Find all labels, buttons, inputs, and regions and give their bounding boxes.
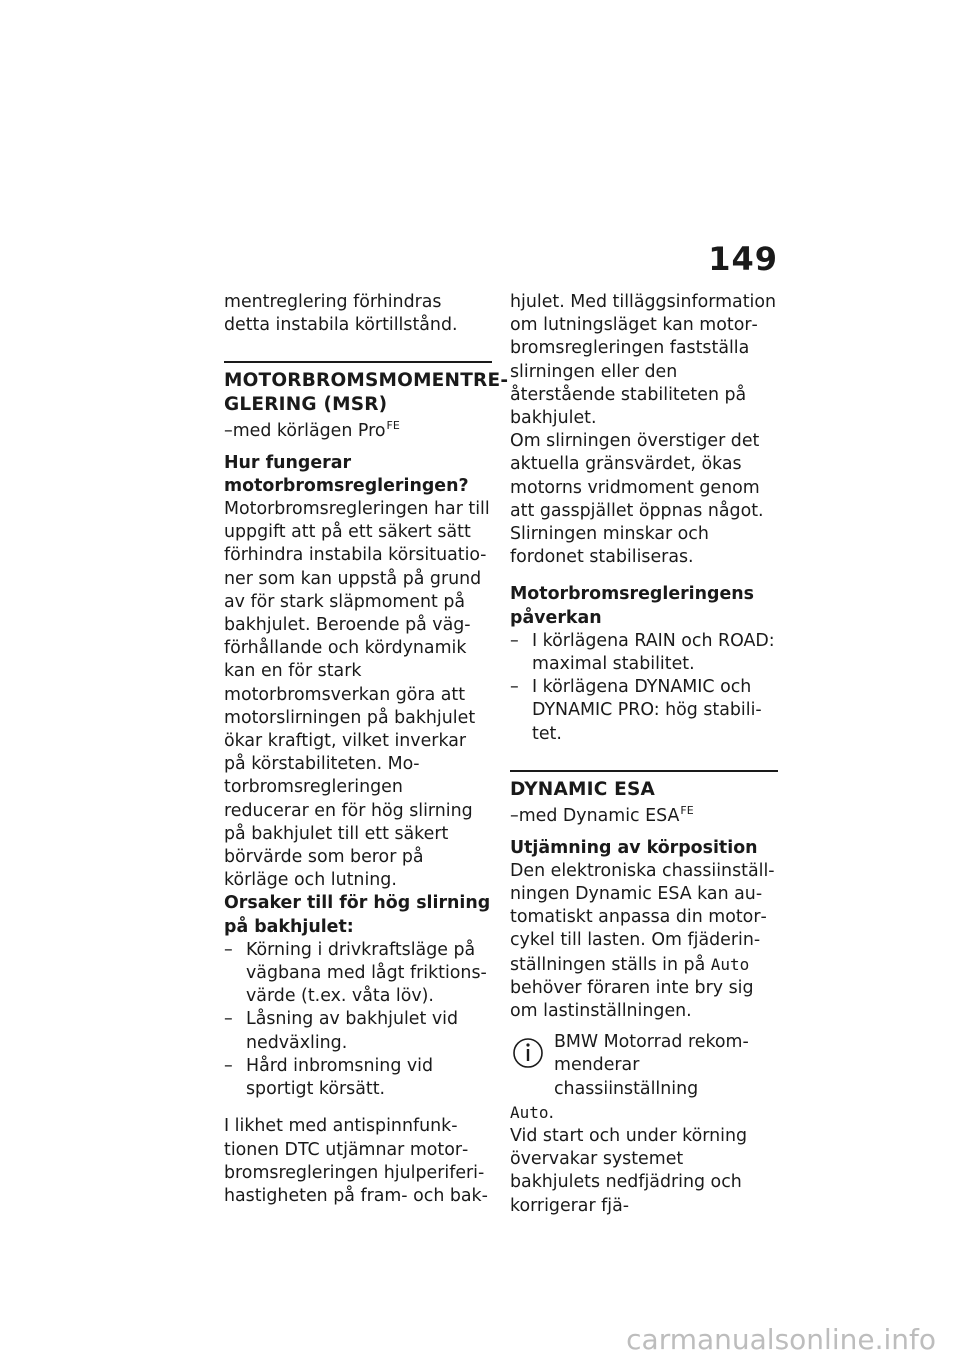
closing-text: I likhet med antispinnfunktionen DTC utjämnar motorbromsregleringen hjulperiferihastigheten på fram- och bak- [224, 1116, 488, 1206]
slip-text: Om slirningen överstiger det aktuella gränsvärdet, ökas motorns vridmoment genom att gasspjället öppnas något. Slirningen minskar och fordonet stabiliseras. [510, 431, 764, 568]
level-heading: Utjämning av körposition [510, 837, 758, 858]
requirement-sup: FE [386, 419, 400, 433]
esa-requirement-line [510, 805, 778, 828]
auto-setting-value: Auto [710, 954, 750, 974]
causes-list [224, 939, 492, 1101]
page-number: 149 [708, 240, 778, 278]
causes-heading: Orsaker till för hög slirning på bakhjulet: [224, 893, 491, 937]
esa-requirement-text: –med Dynamic ESA [510, 806, 680, 827]
requirement-text: –med körlägen Pro [224, 421, 386, 442]
list-item: – Låsning av bakhjulet vid nedväxling. [224, 1008, 492, 1054]
level-body-part: behöver föraren inte bry sig om lastinställningen. [510, 977, 754, 1021]
left-column [224, 291, 508, 1208]
note-end: . [548, 1102, 555, 1123]
section-divider [224, 361, 492, 363]
esa-requirement-sup: FE [680, 804, 694, 818]
list-item: – Hård inbromsning vid sportigt körsätt. [224, 1055, 492, 1101]
how-body: Motorbromsregleringen har till uppgift att på ett säkert sätt förhindra instabila körsituationer som kan uppstå på grund av för stark släpmoment på bakhjulet. Beroende på vägförhållande och kördynamik kan en för stark motorbromsverkan göra att motorslirningen på bakhjulet ökar kraftigt, vilket inverkar på körstabiliteten. Motorbromsregleringen reducerar en för hög slirning på bakhjulet till ett säkert börvärde som beror på körläge och lutning. [224, 499, 490, 891]
list-item: – I körlägena RAIN och ROAD: maximal stabilitet. [510, 630, 778, 676]
level-body [510, 860, 778, 1023]
list-item: – Körning i drivkraftsläge på vägbana med lågt friktionsvärde (t.ex. våta löv). [224, 939, 492, 1009]
note-auto-value: Auto [510, 1102, 549, 1122]
final-text: Vid start och under körning övervakar systemet bakhjulets nedfjädring och korrigerar fjä- [510, 1126, 748, 1216]
how-heading: Hur fungerar motorbromsregleringen? [224, 452, 469, 496]
continuation-text: hjulet. Med tilläggsinformation om lutningsläget kan motorbromsregleringen fastställa slirningen eller den återstående stabiliteten på bakhjulet. [510, 292, 777, 429]
intro-text: mentreglering förhindras detta instabila körtillstånd. [224, 292, 458, 336]
level-body-part: Den elektroniska chassiinställningen Dynamic ESA kan automatiskt anpassa din motorcykel till lasten. Om fjäderinställningen ställs in på [510, 860, 775, 975]
section-title-msr: MOTORBROMSMOMENTREGLERING (MSR) [224, 370, 508, 415]
section-divider [510, 770, 778, 772]
section-title-esa: DYNAMIC ESA [510, 778, 655, 800]
info-icon [510, 1033, 546, 1071]
effect-heading: Motorbromsregleringens påverkan [510, 584, 755, 628]
info-note [510, 1031, 778, 1125]
note-tail [510, 1101, 778, 1125]
requirement-line [224, 420, 492, 443]
right-column [510, 291, 778, 1218]
list-item: – I körlägena DYNAMIC och DYNAMIC PRO: hög stabilitet. [510, 676, 778, 746]
watermark: carmanualsonline.info [626, 1323, 936, 1356]
note-text: BMW Motorrad rekommenderar chassiinställning [554, 1032, 749, 1099]
effects-list [510, 630, 778, 746]
